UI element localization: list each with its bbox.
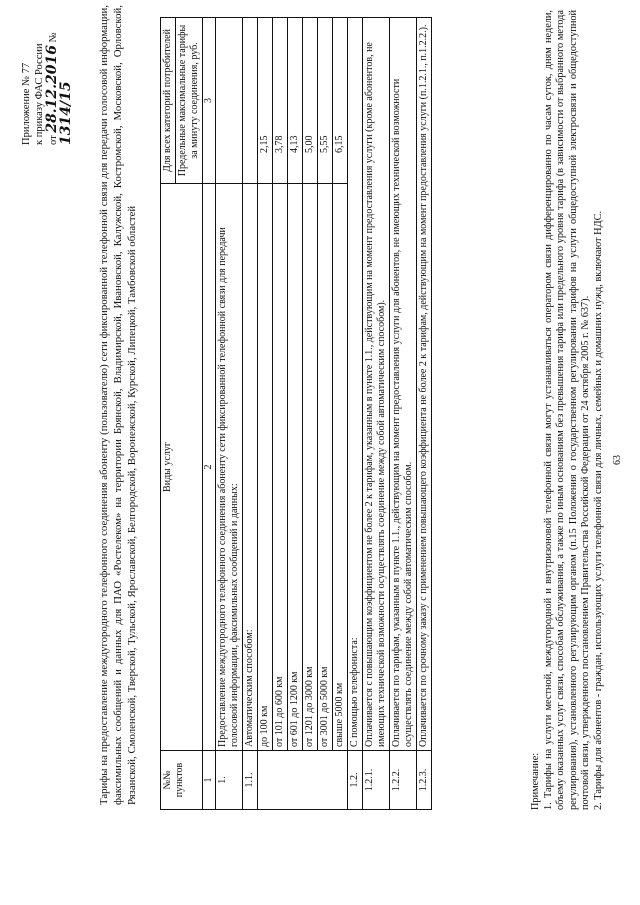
distance-row [318, 18, 333, 810]
row-number: 1.1. [243, 751, 258, 810]
page-number: 63 [612, 455, 623, 465]
tariff-value: 6,15 [333, 18, 348, 184]
row-number: 1. [216, 751, 243, 810]
table-row [390, 18, 417, 810]
tariff-value: 2,15 [258, 18, 273, 184]
annex-title: Приложение № 77 [21, 62, 32, 145]
row-text: Оплачивается по срочному заказу с применением повышающего коэффициента не более 2 к тарифам, действующим на момент предоставления услуги (п.1.2.1., п.1.2.2.). [417, 18, 432, 751]
column-number-row [203, 18, 216, 810]
tariff-table [160, 17, 432, 810]
notes-title: Примечание: [530, 752, 541, 810]
document-heading: Тарифы на предоставление междугородного телефонного соединения абоненту (пользователю) сети фиксированной телефонной связи для передачи голосовой информации, факсимильных сообщений и данных для ПАО «Ростелеком» на территории Брянской, Владимирской, Ивановской, Калужской, Костромской, Московской, Орловской, Рязанской, Смоленской, Тверской, Тульской, Ярославской, Белгородской, Воронежской, Курской, Липецкой, Тамбовской областей [98, 5, 138, 805]
order-number: 1314/15 [58, 81, 74, 145]
table-row [363, 18, 390, 810]
table-row [216, 18, 243, 810]
order-prefix: от [48, 135, 59, 145]
note-item: 1. Тарифы на услуги местной, междугородной и внутризоновой телефонной связи могут устанавливаться оператором связи дифференцированно по часам суток, дням недели, объему оказанных услуг связи, способам обслуживания, а также по иным основаниям без превышения тарифа или предельного уровня тарифа (в зависимости от выбранного метода регулирования), установленного регулирующим органом (п.15 Положения о государственном регулировании тарифов на услуги общедоступной электросвязи и общедоступной почтовой связи, утвержденного постановлением Правительства Российской Федерации от 24 октября 2005 г. № 637). [542, 10, 591, 810]
distance-row [258, 18, 273, 810]
header-col-consumers: Для всех категорий потребителей [161, 18, 176, 184]
distance-label: от 3001 до 5000 км [318, 184, 333, 751]
notes-block [530, 10, 605, 810]
order-date-number [46, 5, 74, 145]
distance-label: от 1201 до 3000 км [303, 184, 318, 751]
row-number: 1.2.1. [363, 751, 390, 810]
row-text: Автоматическим способом: [243, 184, 258, 751]
header-col-number: №№ пунктов [161, 751, 203, 810]
row-number [258, 751, 348, 810]
distance-label: до 100 км [258, 184, 273, 751]
distance-label: от 601 до 1200 км [288, 184, 303, 751]
table-row [348, 18, 363, 810]
order-date: 28.12.2016 [44, 44, 60, 133]
row-text: Оплачивается по тарифам, указанным в пункте 1.1., действующим на момент предоставления услуги для абонентов, не имеющих технической возможности осуществлять соединение между собой автоматическим способом. [390, 18, 417, 751]
distance-row [333, 18, 348, 810]
note-item: 2. Тарифы для абонентов - граждан, использующих услуги телефонной связи для личных, семейных и домашних нужд, включают НДС. [592, 210, 604, 810]
table-row [417, 18, 432, 810]
column-number: 1 [203, 751, 216, 810]
row-number: 1.2.3. [417, 751, 432, 810]
distance-row [288, 18, 303, 810]
row-number: 1.2. [348, 751, 363, 810]
distance-row [303, 18, 318, 810]
table-header-row [161, 18, 176, 810]
distance-label: от 101 до 600 км [273, 184, 288, 751]
row-value [243, 18, 258, 184]
row-number: 1.2.2. [390, 751, 417, 810]
column-number: 2 [203, 184, 216, 751]
row-text: Предоставление междугородного телефонного соединения абоненту сети фиксированной телефонной связи для передачи голосовой информации, факсимильных сообщений и данных: [216, 184, 243, 751]
order-num-prefix: № [48, 32, 59, 43]
tariff-value: 5,00 [303, 18, 318, 184]
tariff-value: 4,13 [288, 18, 303, 184]
row-text: С помощью телефониста: [348, 18, 363, 751]
annex-block [20, 5, 74, 145]
header-col-services: Виды услуг [161, 184, 203, 751]
distance-row [273, 18, 288, 810]
header-col-tariffs: Предельные максимальные тарифы за минуту соединения, руб. [176, 18, 203, 184]
column-number: 3 [203, 18, 216, 184]
row-value [216, 18, 243, 184]
tariff-value: 5,55 [318, 18, 333, 184]
row-text: Оплачивается с повышающим коэффициентом не более 2 к тарифам, указанным в пункте 1.1., действующим на момент предоставления услуги (кроме абонентов, не имеющих технической возможности осуществлять соединение между собой автоматическим способом). [363, 18, 390, 751]
annex-order-ref: к приказу ФАС России [34, 43, 45, 145]
tariff-value: 3,78 [273, 18, 288, 184]
distance-label: свыше 5000 км [333, 184, 348, 751]
table-row [243, 18, 258, 810]
